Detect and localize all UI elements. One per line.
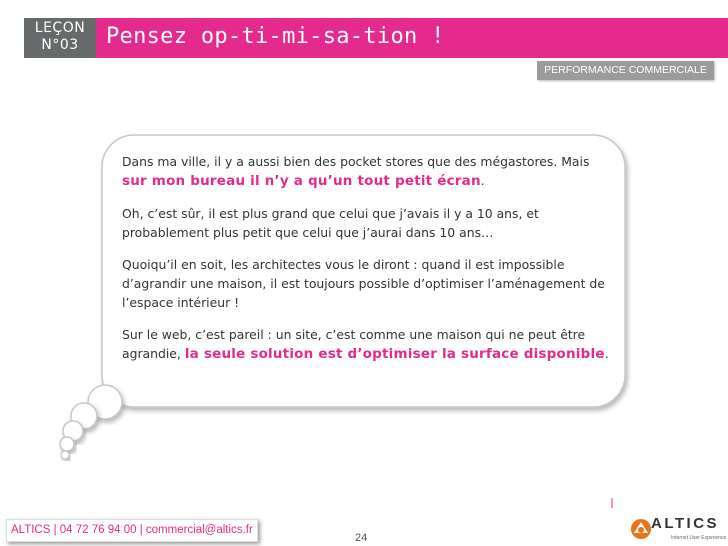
lesson-number: N°03	[41, 37, 79, 53]
bubble-circle-5	[61, 451, 69, 459]
section-badge: PERFORMANCE COMMERCIALE	[537, 61, 714, 80]
paragraph-2: Oh, c’est sûr, il est plus grand que celui que j’avais il y a 10 ans, et probablement plus petit que celui que j’aurai dans 10 ans…	[122, 206, 539, 240]
bubble-text	[122, 152, 610, 377]
paragraph-4-text: Sur le web, c’est pareil : un site, c’est comme une maison qui ne peut être agrandie,	[122, 327, 586, 361]
logo-tagline: Internet User Experience	[671, 535, 727, 541]
paragraph-4-end: .	[604, 346, 609, 361]
logo-mark-icon	[629, 517, 653, 541]
bubble-circle-4	[60, 437, 74, 451]
paragraph-1-text: Dans ma ville, il y a aussi bien des pocket stores que des mégastores. Mais	[122, 154, 590, 169]
lesson-label: LEÇON	[34, 20, 86, 36]
paragraph-1-highlight: sur mon bureau il n’y a qu’un tout petit écran	[122, 173, 481, 189]
contact-info[interactable]: ALTICS | 04 72 76 94 00 | commercial@altics.fr	[6, 519, 258, 542]
paragraph-1-end: .	[480, 173, 485, 188]
paragraph-1	[122, 152, 610, 191]
altics-logo	[629, 515, 725, 543]
paragraph-4-highlight: la seule solution est d’optimiser la surface disponible	[184, 346, 605, 362]
page-title: Pensez op-ti-mi-sa-tion !	[106, 24, 445, 49]
page-number: 24	[355, 532, 368, 544]
paragraph-3: Quoiqu’il en soit, les architectes vous le diront : quand il est impossible d’agrandir une maison, il est toujours possible d’optimiser l’aménagement de l’espace intérieur !	[122, 257, 605, 310]
paragraph-4	[122, 325, 610, 364]
logo-text: ALTICS	[651, 515, 720, 532]
